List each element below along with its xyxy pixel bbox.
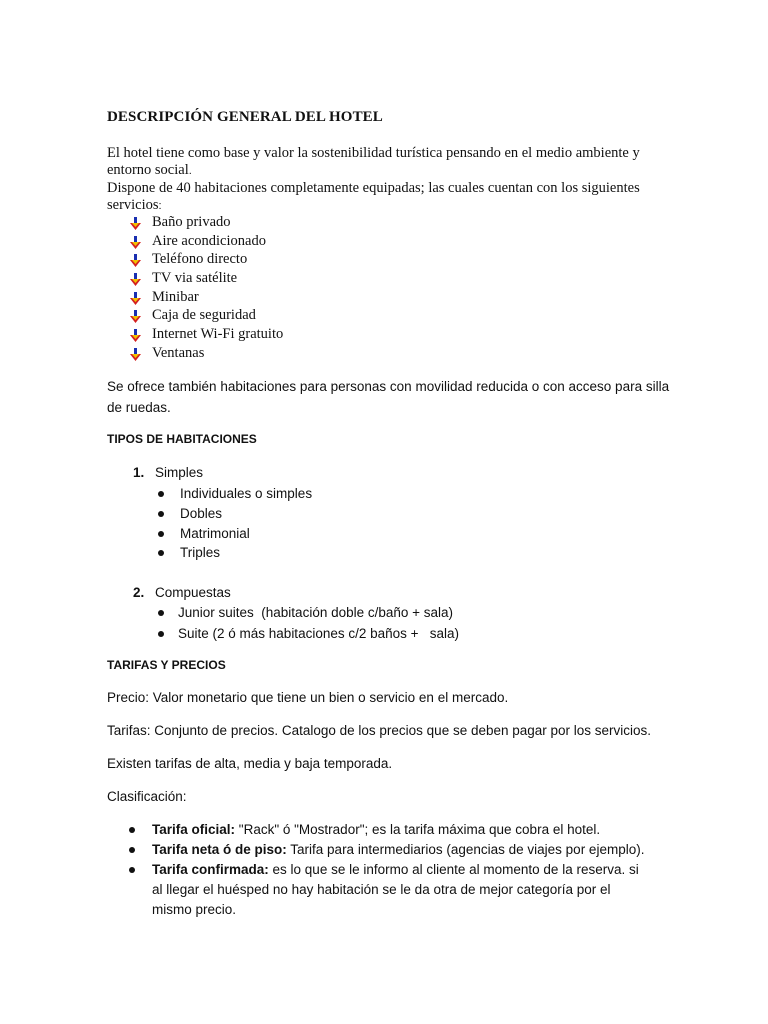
amenity-label: Aire acondicionado	[152, 232, 266, 249]
amenity-item	[130, 306, 283, 325]
bullet-icon	[158, 531, 164, 537]
tarifas-definition: Tarifas: Conjunto de precios. Catalogo de los precios que se deben pagar por los servicios.	[107, 723, 652, 738]
amenity-item	[130, 250, 283, 269]
intro-paragraph-1	[107, 145, 667, 180]
rates-heading: TARIFAS Y PRECIOS	[107, 658, 226, 672]
classification-term: Tarifa oficial:	[152, 822, 236, 837]
room-type-label: Dobles	[180, 505, 223, 521]
room-type-label: Junior suites (habitación doble c/baño + sala)	[178, 605, 454, 620]
amenity-label: Caja de seguridad	[152, 307, 256, 324]
bullet-icon	[158, 491, 164, 497]
arrow-bullet-icon	[130, 348, 141, 361]
amenity-label: Minibar	[152, 288, 199, 305]
bullet-icon	[158, 550, 164, 556]
room-type-label: Suite (2 ó más habitaciones c/2 baños + sala)	[178, 625, 460, 641]
arrow-bullet-icon	[130, 254, 141, 267]
room-type-item	[158, 504, 312, 524]
amenity-item	[130, 213, 283, 232]
bullet-icon	[158, 610, 164, 616]
precio-definition: Precio: Valor monetario que tiene un bien o servicio en el mercado.	[107, 690, 509, 705]
intro-paragraph-2	[107, 180, 667, 215]
classification-item	[129, 840, 649, 860]
amenity-label: Ventanas	[152, 344, 205, 361]
intro-text-2-end: :	[158, 200, 162, 212]
classification-desc: "Rack" ó "Mostrador"; es la tarifa máxima que cobra el hotel.	[235, 822, 601, 837]
bullet-icon	[158, 511, 164, 517]
classification-item	[129, 820, 649, 840]
classification-label: Clasificación:	[107, 789, 187, 804]
arrow-bullet-icon	[130, 292, 141, 305]
intro-text-1-end: .	[188, 165, 192, 177]
amenities-list	[130, 213, 283, 363]
room-type-item	[158, 624, 459, 645]
amenity-item	[130, 325, 283, 344]
seasons-text: Existen tarifas de alta, media y baja temporada.	[107, 756, 393, 771]
amenity-item	[130, 288, 283, 307]
group-number: 1.	[133, 465, 145, 480]
arrow-bullet-icon	[130, 236, 141, 249]
bullet-icon	[129, 867, 135, 873]
classification-item	[129, 860, 649, 920]
intro-text-2: Dispone de 40 habitaciones completamente equipadas; las cuales cuentan con los siguientes servicios	[107, 180, 640, 213]
arrow-bullet-icon	[130, 273, 141, 286]
room-type-label: Matrimonial	[180, 525, 250, 541]
bullet-icon	[158, 631, 164, 637]
bullet-icon	[129, 847, 135, 853]
room-types-heading: TIPOS DE HABITACIONES	[107, 432, 257, 446]
document-title: DESCRIPCIÓN GENERAL DEL HOTEL	[107, 109, 383, 125]
intro-text-1: El hotel tiene como base y valor la sostenibilidad turística pensando en el medio ambiente y entorno social	[107, 145, 640, 178]
arrow-bullet-icon	[130, 310, 141, 323]
group-number: 2.	[133, 585, 145, 600]
accessibility-paragraph: Se ofrece también habitaciones para personas con movilidad reducida o con acceso para silla de ruedas.	[107, 379, 670, 415]
amenity-label: Teléfono directo	[152, 251, 248, 268]
room-type-item	[158, 543, 312, 563]
amenity-item	[130, 344, 283, 363]
compuestas-list	[158, 603, 459, 644]
arrow-bullet-icon	[130, 217, 141, 230]
simples-list	[158, 484, 312, 563]
amenity-item	[130, 232, 283, 251]
room-type-item	[158, 484, 312, 504]
classification-list	[129, 820, 649, 920]
amenity-item	[130, 269, 283, 288]
classification-term: Tarifa neta ó de piso:	[152, 842, 287, 857]
classification-term: Tarifa confirmada:	[152, 862, 269, 877]
amenity-label: Internet Wi-Fi gratuito	[152, 326, 284, 343]
classification-desc: Tarifa para intermediarios (agencias de viajes por ejemplo).	[286, 842, 645, 857]
bullet-icon	[129, 827, 135, 833]
amenity-label: Baño privado	[152, 214, 231, 230]
room-type-label: Triples	[180, 545, 221, 561]
group-label: Simples	[155, 465, 204, 480]
room-type-label: Individuales o simples	[180, 486, 313, 501]
amenity-label: TV via satélite	[152, 270, 238, 287]
group-label: Compuestas	[155, 585, 231, 600]
room-type-item	[158, 524, 312, 544]
classification-desc: es lo que se le informo al cliente al momento de la reserva. si al llegar el huésped no hay habitación se le da otra de mejor categoría por el mismo precio.	[152, 862, 639, 917]
arrow-bullet-icon	[130, 329, 141, 342]
room-type-item	[158, 603, 459, 624]
